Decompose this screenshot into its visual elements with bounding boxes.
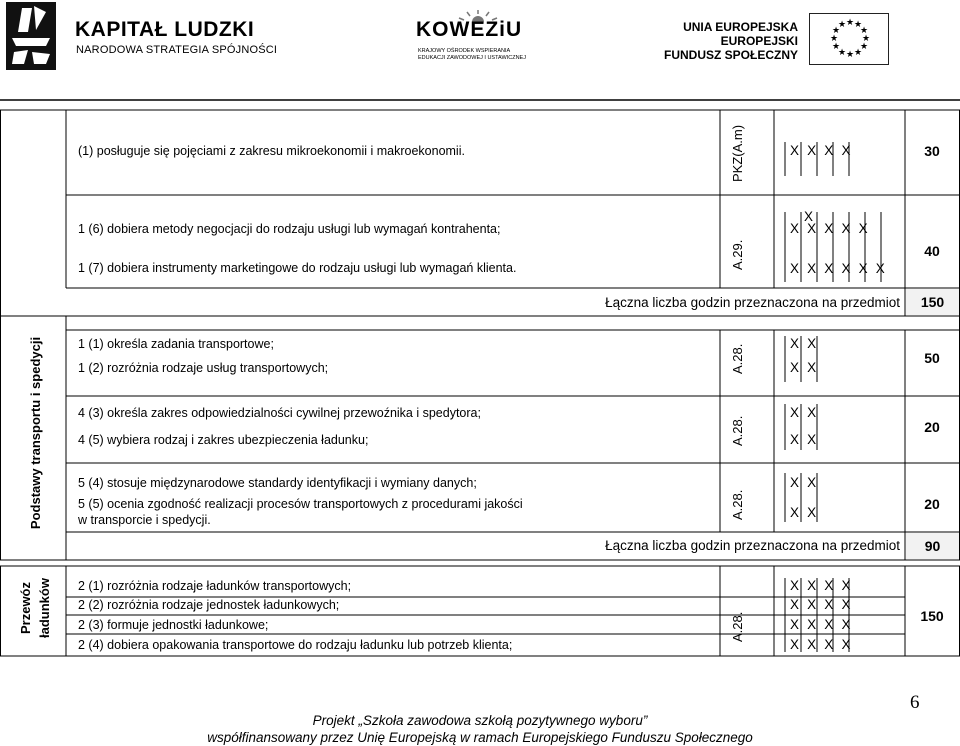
qualification-code: A.28. — [730, 611, 745, 642]
hour-marks: X X — [790, 336, 819, 351]
effect-text: 1 (7) dobiera instrumenty marketingowe do rodzaju usługi lub wymagań klienta. — [78, 261, 517, 275]
hour-marks: X X X X — [790, 578, 853, 593]
hour-marks: X X — [790, 505, 819, 520]
footer-project-line: Projekt „Szkoła zawodowa szkołą pozytywnego wyboru” — [312, 713, 648, 728]
hour-mark: X — [804, 209, 816, 224]
hours-value: 40 — [924, 243, 940, 259]
hour-marks: X X — [790, 432, 819, 447]
svg-text:★: ★ — [838, 48, 847, 58]
effect-text: w transporcie i spedycji. — [78, 513, 211, 527]
qualification-code: A.29. — [730, 239, 745, 270]
ue-line-3: FUNDUSZ SPOŁECZNY — [663, 48, 798, 62]
effect-text: 2 (2) rozróżnia rodzaje jednostek ładunkowych; — [78, 598, 340, 612]
svg-text:★: ★ — [832, 26, 841, 36]
qualification-code: PKZ(A.m) — [730, 124, 745, 182]
kowezu-logo-text: KOWEZiU — [416, 18, 523, 41]
qualification-code: A.28. — [730, 489, 745, 520]
effect-text: (1) posługuje się pojęciami z zakresu mikroekonomii i makroekonomii. — [78, 144, 465, 158]
hour-marks: X X X X — [790, 143, 853, 158]
section-title: ładunków — [37, 578, 52, 638]
total-hours-value: 90 — [906, 533, 959, 559]
effect-text: 2 (1) rozróżnia rodzaje ładunków transportowych; — [78, 579, 352, 593]
kapital-ludzki-title: KAPITAŁ LUDZKI — [75, 18, 255, 41]
page-number: 6 — [910, 692, 920, 713]
svg-text:★: ★ — [838, 20, 847, 30]
hour-marks: X X X X X — [790, 221, 870, 236]
kowezu-subtitle: KRAJOWY OŚRODEK WSPIERANIA EDUKACJI ZAWODOWEJ I USTAWICZNEJ — [418, 48, 526, 61]
hours-value: 20 — [924, 496, 940, 512]
hours-value: 50 — [924, 350, 940, 366]
total-hours-label: Łączna liczba godzin przeznaczona na przedmiot — [605, 538, 900, 553]
svg-text:★: ★ — [832, 42, 841, 52]
svg-text:★: ★ — [846, 50, 855, 60]
svg-text:★: ★ — [846, 18, 855, 28]
svg-text:★: ★ — [854, 48, 863, 58]
svg-text:★: ★ — [862, 34, 871, 44]
hour-marks: X X — [790, 475, 819, 490]
qualification-code: A.28. — [730, 343, 745, 374]
effect-text: 1 (2) rozróżnia rodzaje usług transportowych; — [78, 361, 329, 375]
hours-value: 30 — [924, 143, 940, 159]
ue-line-1: UNIA EUROPEJSKA — [683, 20, 798, 34]
hours-value: 20 — [924, 419, 940, 435]
svg-text:★: ★ — [860, 26, 869, 36]
ue-line-2: EUROPEJSKI — [720, 34, 798, 48]
qualification-code: A.28. — [730, 415, 745, 446]
hour-marks: X X X X X X — [790, 261, 887, 276]
hour-marks: X X X X — [790, 637, 853, 652]
effect-text: 5 (4) stosuje międzynarodowe standardy identyfikacji i wymiany danych; — [78, 476, 477, 490]
hour-marks: X X X X — [790, 617, 853, 632]
effect-text: 4 (5) wybiera rodzaj i zakres ubezpieczenia ładunku; — [78, 433, 369, 447]
effect-text: 2 (4) dobiera opakowania transportowe do rodzaju ładunku lub potrzeb klienta; — [78, 638, 513, 652]
section-title: Przewóz — [18, 582, 33, 635]
footer-funding-line: współfinansowany przez Unię Europejską w ramach Europejskiego Funduszu Społecznego — [207, 730, 753, 745]
section-title: Podstawy transportu i spedycji — [28, 336, 43, 530]
hour-marks: X X — [790, 405, 819, 420]
svg-text:★: ★ — [830, 34, 839, 44]
svg-text:★: ★ — [854, 20, 863, 30]
effect-text: 5 (5) ocenia zgodność realizacji procesów transportowych z procedurami jakości — [78, 497, 523, 511]
effect-text: 1 (6) dobiera metody negocjacji do rodzaju usługi lub wymagań kontrahenta; — [78, 222, 501, 236]
hours-value: 150 — [920, 608, 944, 624]
total-hours-value: 150 — [906, 289, 959, 315]
effect-text: 1 (1) określa zadania transportowe; — [78, 337, 274, 351]
hour-marks: X X X X — [790, 597, 853, 612]
hour-marks: X X — [790, 360, 819, 375]
kapital-ludzki-subtitle: NARODOWA STRATEGIA SPÓJNOŚCI — [76, 44, 278, 56]
effect-text: 4 (3) określa zakres odpowiedzialności cywilnej przewoźnika i spedytora; — [78, 406, 481, 420]
total-hours-label: Łączna liczba godzin przeznaczona na przedmiot — [605, 295, 900, 310]
effect-text: 2 (3) formuje jednostki ładunkowe; — [78, 618, 269, 632]
svg-text:★: ★ — [860, 42, 869, 52]
